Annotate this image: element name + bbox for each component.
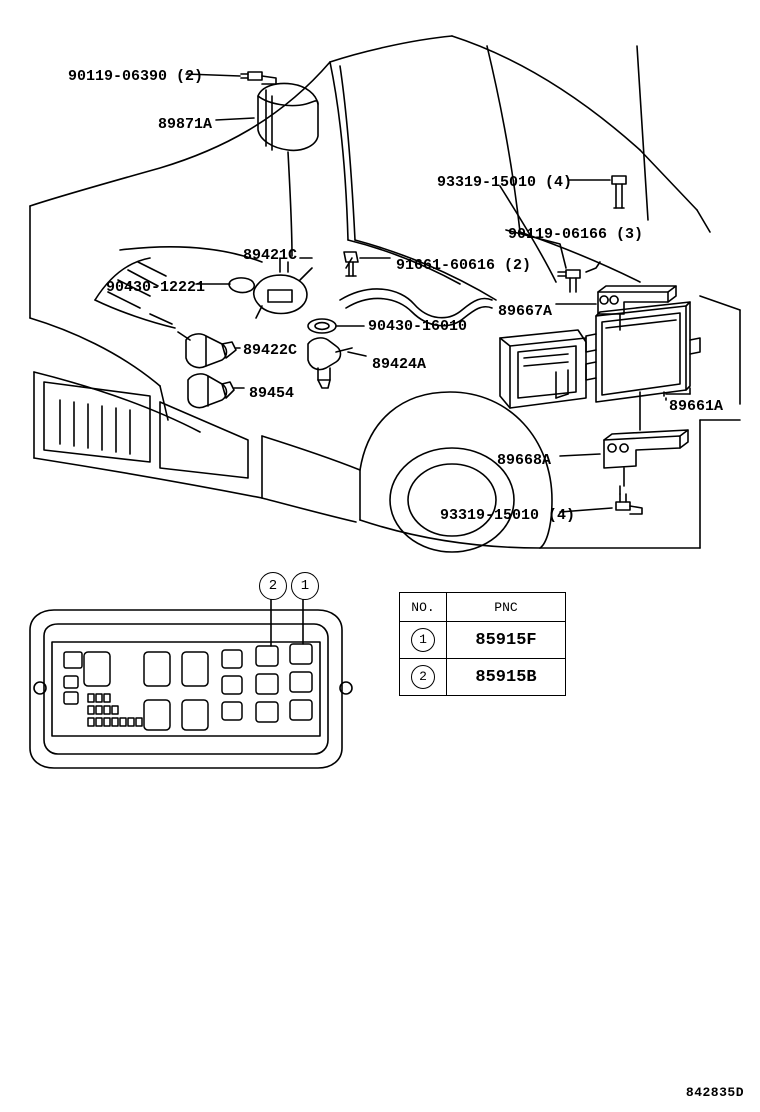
pnc-table [399,592,566,696]
label-90119-06390: 90119-06390 (2) [68,68,204,85]
label-89871A: 89871A [158,116,213,133]
drawing-code: 842835D [685,1085,744,1100]
callout-1: 1 [291,572,319,600]
label-90119-06166: 90119-06166 (3) [508,226,644,243]
label-89422C: 89422C [243,342,298,359]
row-pnc-1: 85915F [447,622,566,659]
label-89424A: 89424A [372,356,427,373]
row-circle-1: 1 [411,628,435,652]
table-row [400,659,566,696]
label-89454: 89454 [249,385,295,402]
row-circle-2: 2 [411,665,435,689]
row-number-1 [400,622,447,659]
label-93319-15010-bottom: 93319-15010 (4) [440,507,576,524]
table-row [400,622,566,659]
header-no: NO. [400,593,447,622]
label-91661-60616: 91661-60616 (2) [396,257,532,274]
label-89421C: 89421C [243,247,298,264]
label-89668A: 89668A [497,452,552,469]
header-pnc: PNC [447,593,566,622]
label-90430-16010: 90430-16010 [368,318,468,335]
table-header-row [400,593,566,622]
callout-2: 2 [259,572,287,600]
label-89661A: 89661A [669,398,724,415]
label-89667A: 89667A [498,303,553,320]
row-pnc-2: 85915B [447,659,566,696]
label-93319-15010-top: 93319-15010 (4) [437,174,573,191]
label-90430-12221: 90430-12221 [106,279,206,296]
row-number-2 [400,659,447,696]
